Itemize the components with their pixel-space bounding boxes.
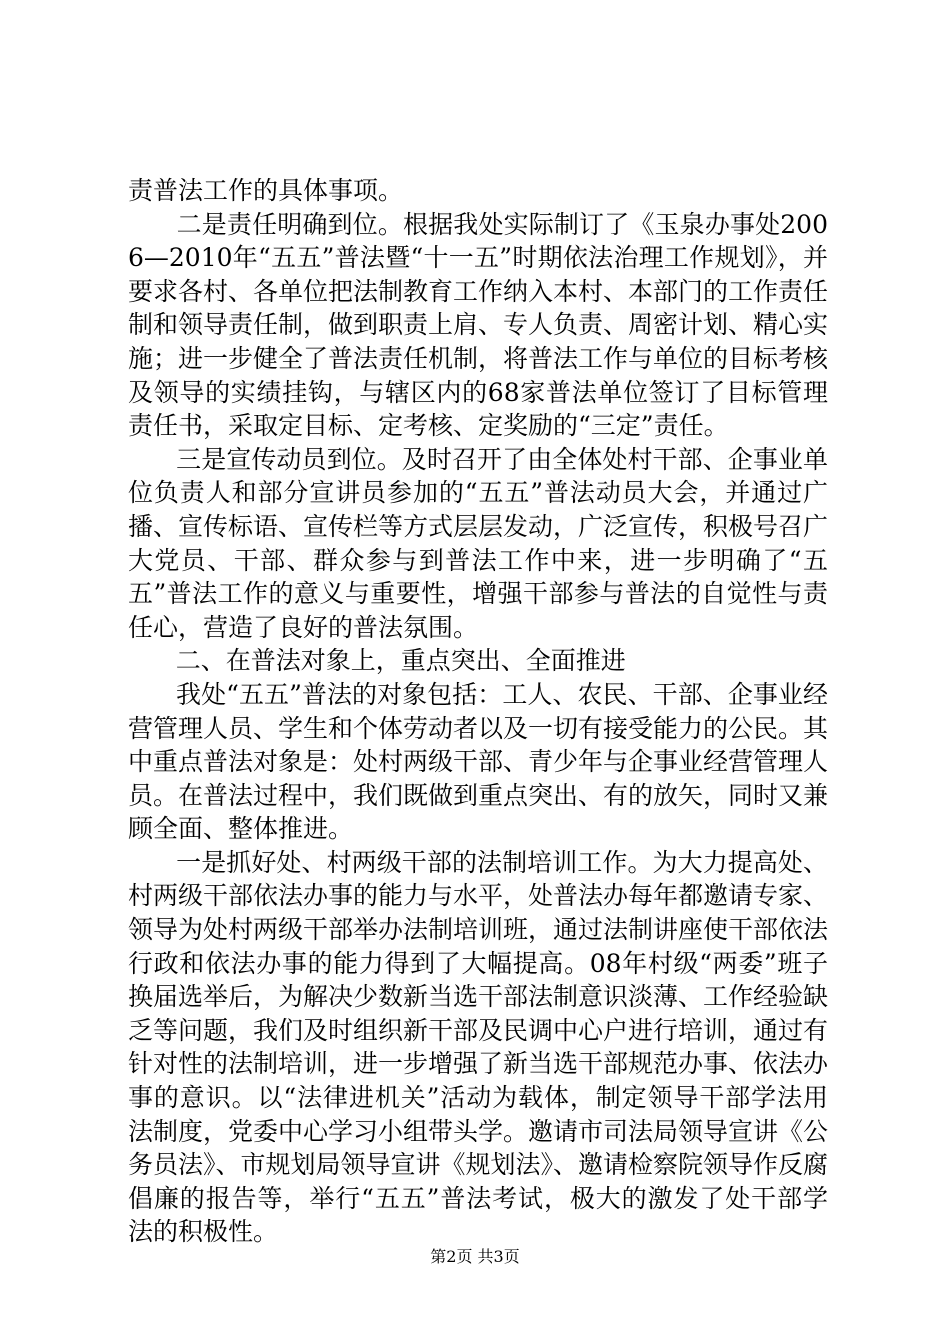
page-footer: 第2页 共3页 [430, 1247, 520, 1266]
section-heading: 二、在普法对象上，重点突出、全面推进 [128, 646, 626, 676]
paragraph: 一是抓好处、村两级干部的法制培训工作。为大力提高处、村两级干部依法办事的能力与水平，处普法办每年都邀请专家、领导为处村两级干部举办法制培训班，通过法制讲座使干部依法行政和依法办事的能力得到了大幅提高。08年村级“两委”班子换届选举后，为解决少数新当选干部法制意识淡薄、工作经验缺乏等问题，我们及时组织新干部及民调中心户进行培训，通过有针对性的法制培训，进一步增强了新当选干部规范办事、依法办事的意识。以“法律进机关”活动为载体，制定领导干部学法用法制度，党委中心学习小组带头学。邀请市司法局领导宣讲《公务员法》、市规划局领导宣讲《规划法》、邀请检察院领导作反腐倡廉的报告等，举行“五五”普法考试，极大的激发了处干部学法的积极性。 [128, 847, 829, 1247]
paragraph: 责普法工作的具体事项。 [128, 176, 404, 205]
paragraph: 二是责任明确到位。根据我处实际制订了《玉泉办事处2006—2010年“五五”普法暨“十一五”时期依法治理工作规划》，并要求各村、各单位把法制教育工作纳入本村、本部门的工作责任制和领导责任制，做到职责上肩、专人负责、周密计划、精心实施；进一步健全了普法责任机制，将普法工作与单位的目标考核及领导的实绩挂钩，与辖区内的68家普法单位签订了目标管理责任书，采取定目标、定考核、定奖励的“三定”责任。 [128, 209, 829, 441]
document-body [128, 174, 828, 1249]
paragraph: 我处“五五”普法的对象包括：工人、农民、干部、企事业经营管理人员、学生和个体劳动者以及一切有接受能力的公民。其中重点普法对象是：处村两级干部、青少年与企事业经营管理人员。在普法过程中，我们既做到重点突出、有的放矢，同时又兼顾全面、整体推进。 [128, 679, 829, 844]
paragraph: 三是宣传动员到位。及时召开了由全体处村干部、企事业单位负责人和部分宣讲员参加的“五五”普法动员大会，并通过广播、宣传标语、宣传栏等方式层层发动，广泛宣传，积极号召广大党员、干部、群众参与到普法工作中来，进一步明确了“五五”普法工作的意义与重要性，增强干部参与普法的自觉性与责任心，营造了良好的普法氛围。 [128, 444, 829, 642]
